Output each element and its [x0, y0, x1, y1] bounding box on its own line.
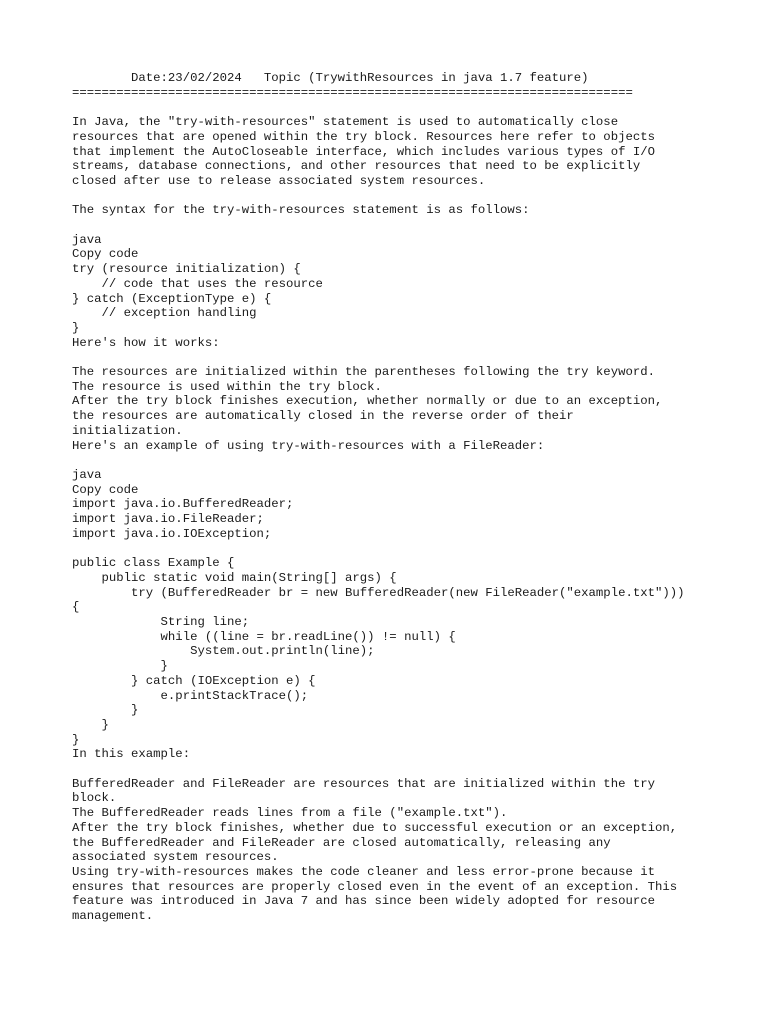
header-line: Date:23/02/2024 Topic (TrywithResources in java 1.7 feature) — [72, 71, 589, 85]
code2-line: try (BufferedReader br = new BufferedReader(new FileReader("example.txt"))) — [72, 585, 685, 600]
example-line: After the try block finishes, whether due to successful execution or an exception, — [72, 820, 678, 835]
how-line: Here's an example of using try-with-resources with a FileReader: — [72, 438, 545, 453]
how-line: The resources are initialized within the parentheses following the try keyword. — [72, 365, 655, 380]
code2-line: } — [72, 703, 139, 718]
syntax-intro: The syntax for the try-with-resources statement is as follows: — [72, 203, 530, 218]
code2-line: public static void main(String[] args) { — [72, 570, 397, 585]
code1-lang-label: java — [72, 232, 102, 247]
example-intro: In this example: — [72, 747, 191, 762]
example-line: ensures that resources are properly closed even in the event of an exception. This — [72, 879, 678, 894]
example-line: Using try-with-resources makes the code cleaner and less error-prone because it — [72, 864, 655, 879]
code1-copy-label: Copy code — [72, 247, 139, 262]
how-it-works-heading: Here's how it works: — [72, 335, 220, 350]
intro-line: resources that are opened within the try block. Resources here refer to objects — [72, 129, 655, 144]
code2-line: e.printStackTrace(); — [72, 688, 309, 703]
code2-import-line: import java.io.FileReader; — [72, 512, 264, 527]
intro-line: In Java, the "try-with-resources" statement is used to automatically close — [72, 115, 619, 130]
code2-line: { — [72, 600, 80, 615]
separator-line: ============================================================================ — [72, 85, 633, 100]
example-line: BufferedReader and FileReader are resources that are initialized within the try — [72, 776, 655, 791]
code1-line: // exception handling — [72, 306, 257, 321]
example-line: management. — [72, 909, 154, 924]
example-line: The BufferedReader reads lines from a file ("example.txt"). — [72, 806, 508, 821]
code1-line: try (resource initialization) { — [72, 262, 301, 277]
code2-lang-label: java — [72, 467, 102, 482]
how-line: initialization. — [72, 423, 183, 438]
code2-line: public class Example { — [72, 556, 235, 571]
how-line: After the try block finishes execution, whether normally or due to an exception, — [72, 394, 663, 409]
code1-line: } — [72, 320, 80, 335]
document-text — [72, 71, 685, 924]
code1-line: } catch (ExceptionType e) { — [72, 291, 272, 306]
example-line: the BufferedReader and FileReader are closed automatically, releasing any — [72, 835, 611, 850]
code2-line: } catch (IOException e) { — [72, 673, 316, 688]
code2-line: while ((line = br.readLine()) != null) { — [72, 629, 456, 644]
code2-import-line: import java.io.IOException; — [72, 526, 272, 541]
intro-line: streams, database connections, and other resources that need to be explicitly — [72, 159, 641, 174]
code1-line: // code that uses the resource — [72, 276, 323, 291]
intro-line: closed after use to release associated system resources. — [72, 173, 486, 188]
example-line: feature was introduced in Java 7 and has since been widely adopted for resource — [72, 894, 655, 909]
code2-import-line: import java.io.BufferedReader; — [72, 497, 294, 512]
example-line: block. — [72, 791, 117, 806]
how-line: The resource is used within the try block. — [72, 379, 382, 394]
code2-line: } — [72, 659, 168, 674]
code2-line: } — [72, 732, 80, 747]
example-line: associated system resources. — [72, 850, 279, 865]
code2-line: System.out.println(line); — [72, 644, 375, 659]
how-line: the resources are automatically closed in the reverse order of their — [72, 409, 574, 424]
intro-line: that implement the AutoCloseable interface, which includes various types of I/O — [72, 144, 655, 159]
code2-line: String line; — [72, 615, 250, 630]
code2-line: } — [72, 717, 109, 732]
code2-copy-label: Copy code — [72, 482, 139, 497]
